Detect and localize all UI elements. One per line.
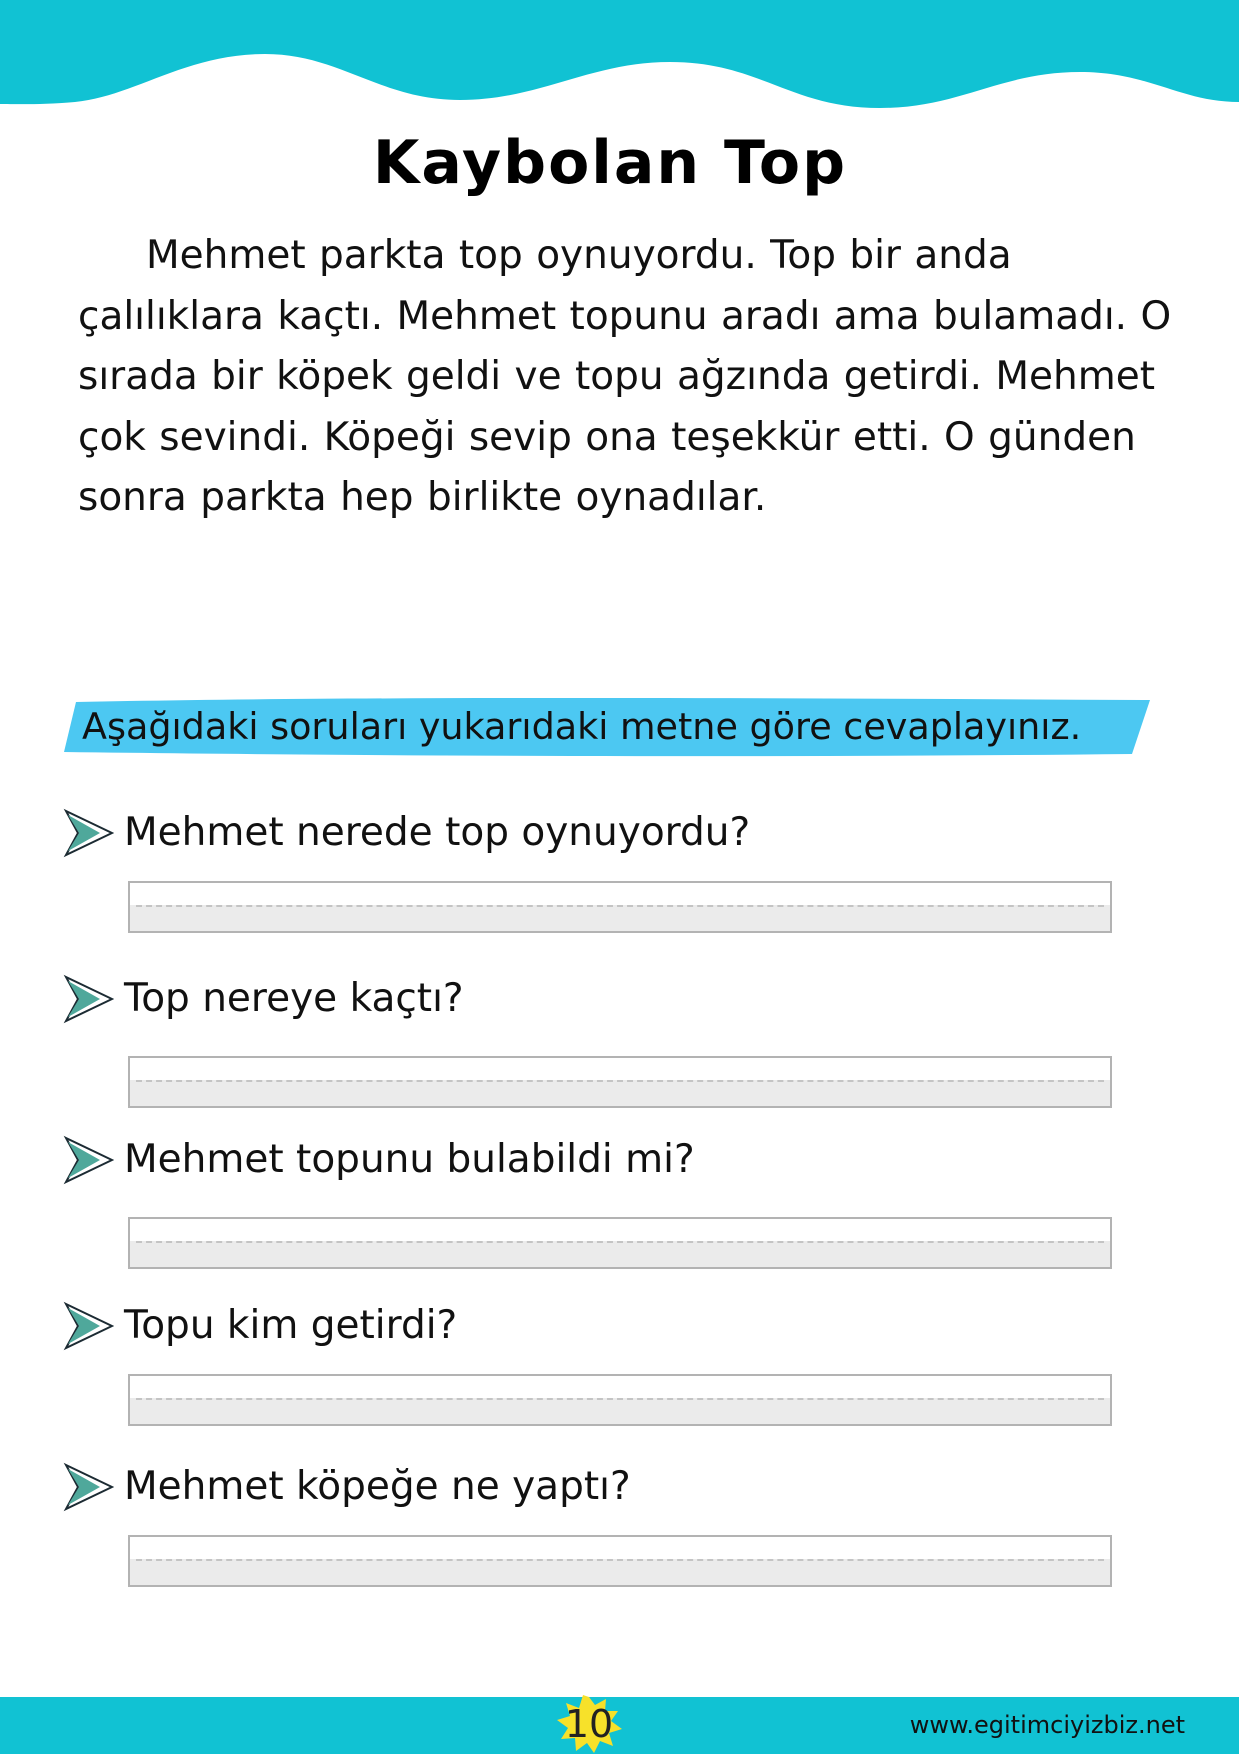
header-wave-decoration xyxy=(0,0,1239,115)
arrow-bullet-icon xyxy=(62,973,114,1025)
arrow-bullet-icon xyxy=(62,1300,114,1352)
answer-field-4[interactable] xyxy=(128,1374,1112,1426)
arrow-bullet-icon xyxy=(62,1461,114,1513)
arrow-bullet-icon xyxy=(62,1134,114,1186)
answer-field-5[interactable] xyxy=(128,1535,1112,1587)
answer-field-1[interactable] xyxy=(128,881,1112,933)
story-paragraph: Mehmet parkta top oynuyordu. Top bir anda çalılıklara kaçtı. Mehmet topunu aradı ama bulamadı. O sırada bir köpek geldi ve topu ağzında getirdi. Mehmet çok sevindi. Köpeği sevip ona teşekkür etti. O günden sonra parkta hep birlikte oynadılar. xyxy=(78,233,1172,520)
page-number: 10 xyxy=(564,1702,614,1746)
question-4 xyxy=(62,1296,1182,1356)
instruction-text: Aşağıdaki soruları yukarıdaki metne göre cevaplayınız. xyxy=(82,705,1082,748)
instruction-banner xyxy=(62,696,1154,758)
answer-field-2[interactable] xyxy=(128,1056,1112,1108)
question-text: Topu kim getirdi? xyxy=(124,1303,458,1348)
arrow-bullet-icon xyxy=(62,807,114,859)
question-2 xyxy=(62,969,1182,1029)
answer-field-3[interactable] xyxy=(128,1217,1112,1269)
website-link[interactable]: www.egitimciyizbiz.net xyxy=(909,1711,1185,1739)
question-5 xyxy=(62,1457,1182,1517)
page-number-badge xyxy=(550,1691,628,1757)
question-text: Mehmet köpeğe ne yaptı? xyxy=(124,1464,631,1509)
worksheet-title: Kaybolan Top xyxy=(372,128,848,198)
question-text: Mehmet nerede top oynuyordu? xyxy=(124,810,751,855)
question-text: Top nereye kaçtı? xyxy=(124,976,464,1021)
question-3 xyxy=(62,1130,1182,1190)
question-text: Mehmet topunu bulabildi mi? xyxy=(124,1137,695,1182)
question-1 xyxy=(62,803,1182,863)
